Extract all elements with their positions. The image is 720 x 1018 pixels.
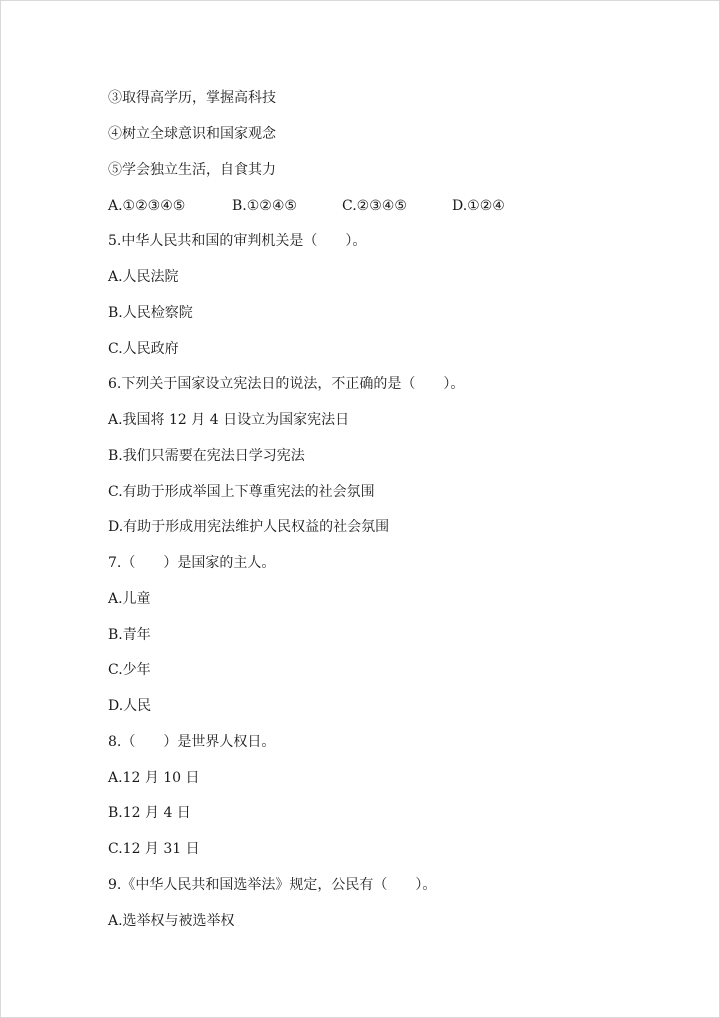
q4-option-d: D.①②④ bbox=[452, 198, 505, 214]
q5-option-a: A.人民法院 bbox=[108, 269, 179, 285]
q5-option-c: C.人民政府 bbox=[108, 341, 179, 357]
q6-option-d: D.有助于形成用宪法维护人民权益的社会氛围 bbox=[108, 519, 390, 535]
q4-option-a: A.①②③④⑤ bbox=[108, 198, 186, 214]
q5-option-b: B.人民检察院 bbox=[108, 305, 193, 321]
statement-3: ③取得高学历，掌握高科技 bbox=[108, 90, 276, 106]
q6-option-b: B.我们只需要在宪法日学习宪法 bbox=[108, 448, 305, 464]
statement-4: ④树立全球意识和国家观念 bbox=[108, 126, 276, 142]
q8-option-a: A.12 月 10 日 bbox=[108, 770, 200, 786]
q7-option-b: B.青年 bbox=[108, 627, 151, 643]
question-8: 8.（ ）是世界人权日。 bbox=[108, 734, 276, 750]
q8-option-c: C.12 月 31 日 bbox=[108, 841, 200, 857]
question-5: 5.中华人民共和国的审判机关是（ ）。 bbox=[108, 233, 367, 249]
q8-option-b: B.12 月 4 日 bbox=[108, 805, 191, 821]
q7-option-d: D.人民 bbox=[108, 698, 152, 714]
statement-5: ⑤学会独立生活，自食其力 bbox=[108, 162, 276, 178]
q4-option-c: C.②③④⑤ bbox=[342, 198, 407, 214]
q4-option-b: B.①②④⑤ bbox=[232, 198, 297, 214]
q7-option-c: C.少年 bbox=[108, 662, 151, 678]
question-9: 9.《中华人民共和国选举法》规定，公民有（ ）。 bbox=[108, 877, 437, 893]
q7-option-a: A.儿童 bbox=[108, 591, 151, 607]
q9-option-a: A.选举权与被选举权 bbox=[108, 913, 235, 929]
question-6: 6.下列关于国家设立宪法日的说法，不正确的是（ ）。 bbox=[108, 376, 465, 392]
question-7: 7.（ ）是国家的主人。 bbox=[108, 555, 276, 571]
q6-option-a: A.我国将 12 月 4 日设立为国家宪法日 bbox=[108, 412, 350, 428]
q6-option-c: C.有助于形成举国上下尊重宪法的社会氛围 bbox=[108, 484, 375, 500]
q4-options-row bbox=[108, 197, 528, 215]
